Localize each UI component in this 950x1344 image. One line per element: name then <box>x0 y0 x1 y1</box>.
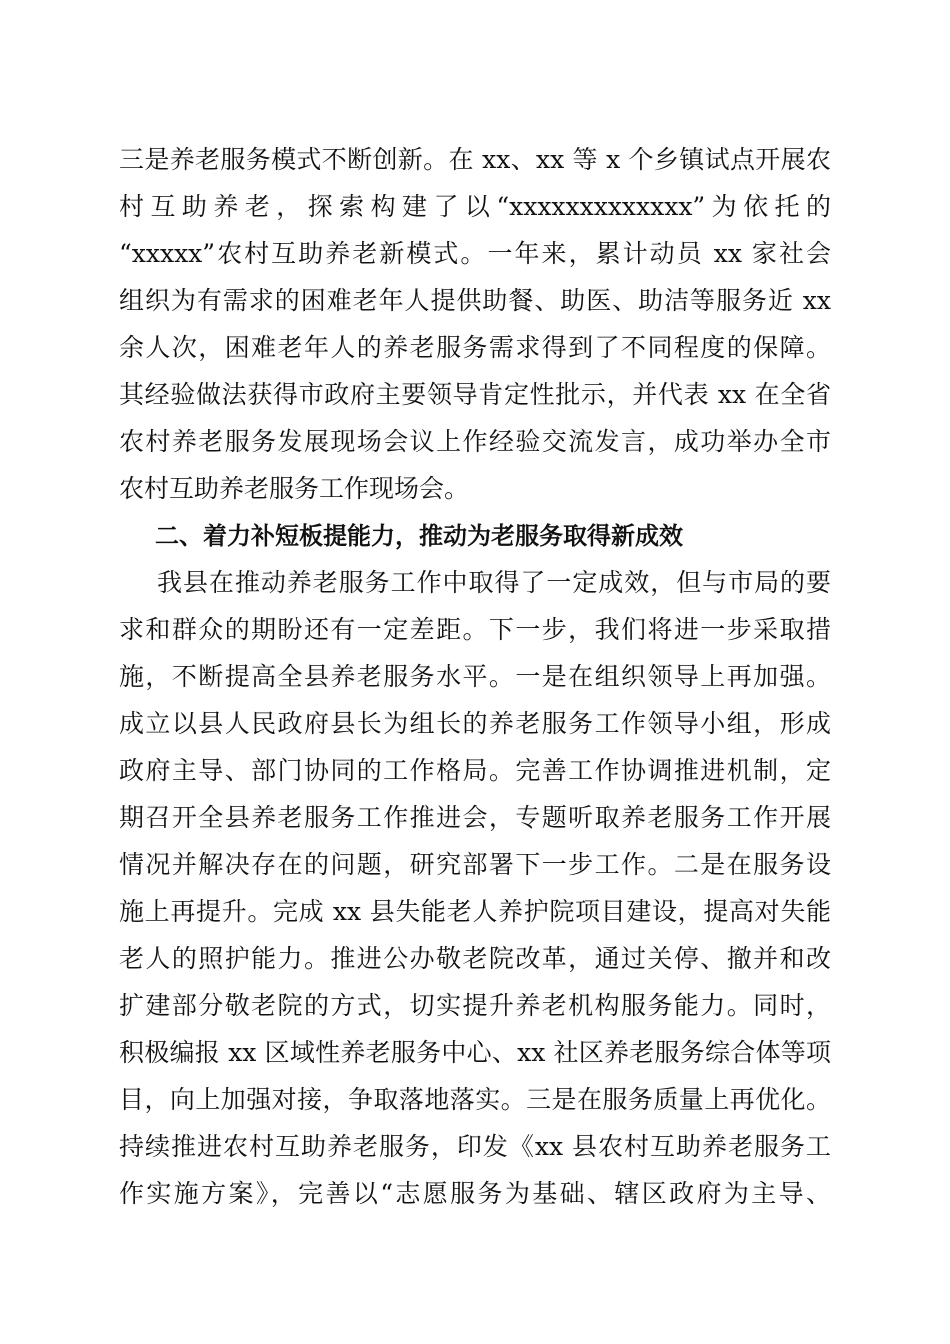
paragraph-2-line-3: 施，不断提高全县养老服务水平。一是在组织领导上再加强。 <box>119 662 831 691</box>
paragraph-2-line-8: 施上再提升。完成 xx 县失能老人养护院项目建设，提高对失能 <box>119 897 831 926</box>
paragraph-1-line-2: 村互助养老，探索构建了以“xxxxxxxxxxxxx”为依托的 <box>119 192 831 221</box>
paragraph-1-line-3: “xxxxx”农村互助养老新模式。一年来，累计动员 xx 家社会 <box>119 239 831 268</box>
paragraph-2-line-10: 扩建部分敬老院的方式，切实提升养老机构服务能力。同时， <box>119 991 831 1020</box>
paragraph-2-line-1: 我县在推动养老服务工作中取得了一定成效，但与市局的要 <box>157 568 831 597</box>
paragraph-1-line-7: 农村养老服务发展现场会议上作经验交流发言，成功举办全市 <box>119 427 831 456</box>
paragraph-2-line-9: 老人的照护能力。推进公办敬老院改革，通过关停、撤并和改 <box>119 944 831 973</box>
paragraph-1-line-8: 农村互助养老服务工作现场会。 <box>119 474 470 503</box>
paragraph-2-line-7: 情况并解决存在的问题，研究部署下一步工作。二是在服务设 <box>119 850 831 879</box>
paragraph-2-line-4: 成立以县人民政府县长为组长的养老服务工作领导小组，形成 <box>119 709 831 738</box>
paragraph-2-line-13: 持续推进农村互助养老服务，印发《xx 县农村互助养老服务工 <box>119 1132 831 1161</box>
paragraph-2-line-14: 作实施方案》，完善以“志愿服务为基础、辖区政府为主导、 <box>119 1179 831 1208</box>
paragraph-1-line-4: 组织为有需求的困难老年人提供助餐、助医、助洁等服务近 xx <box>119 286 831 315</box>
paragraph-2-line-5: 政府主导、部门协同的工作格局。完善工作协调推进机制，定 <box>119 756 831 785</box>
paragraph-1-line-6: 其经验做法获得市政府主要领导肯定性批示，并代表 xx 在全省 <box>119 380 831 409</box>
paragraph-2-line-6: 期召开全县养老服务工作推进会，专题听取养老服务工作开展 <box>119 803 831 832</box>
paragraph-2-line-2: 求和群众的期盼还有一定差距。下一步，我们将进一步采取措 <box>119 615 831 644</box>
section-heading: 二、着力补短板提能力，推动为老服务取得新成效 <box>155 522 683 550</box>
paragraph-1-line-1: 三是养老服务模式不断创新。在 xx、xx 等 x 个乡镇试点开展农 <box>119 145 831 174</box>
paragraph-2-line-12: 目，向上加强对接，争取落地落实。三是在服务质量上再优化。 <box>119 1085 831 1114</box>
paragraph-1-line-5: 余人次，困难老年人的养老服务需求得到了不同程度的保障。 <box>119 333 831 362</box>
paragraph-2-line-11: 积极编报 xx 区域性养老服务中心、xx 社区养老服务综合体等项 <box>119 1038 831 1067</box>
